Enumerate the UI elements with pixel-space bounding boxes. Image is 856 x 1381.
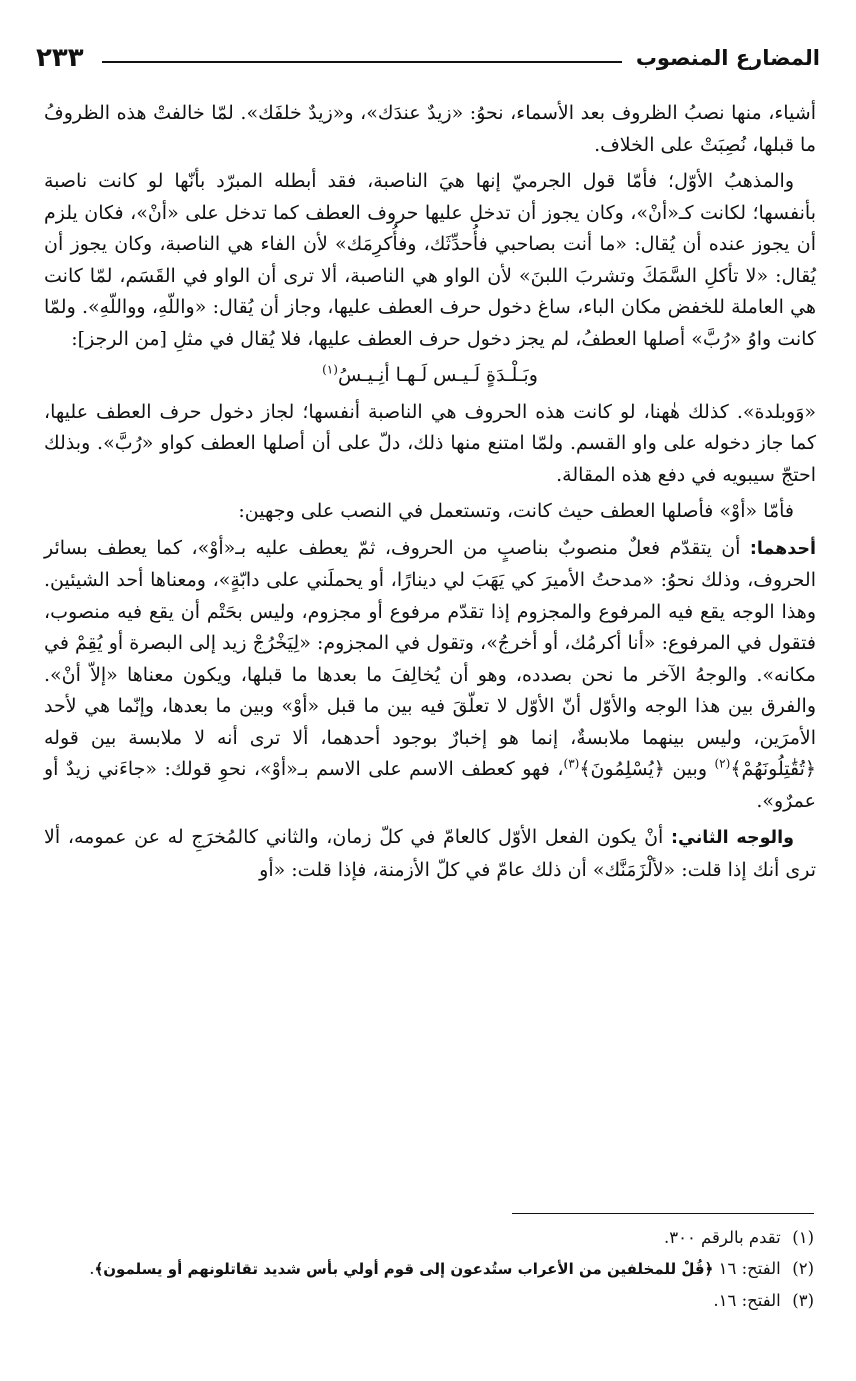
footnote-number: (٣) bbox=[792, 1291, 814, 1310]
running-header bbox=[36, 38, 820, 78]
paragraph bbox=[44, 822, 816, 886]
footnote-quote: ﴿قُلْ للمخلفين من الأعراب ستُدعون إلى قوم أولي بأس شديد تقاتلونهم أو يسلمون﴾ bbox=[94, 1260, 714, 1278]
footnote-text: الفتح: ١٦. bbox=[713, 1291, 781, 1310]
page-number: ٢٣٣ bbox=[36, 43, 84, 73]
footnotes bbox=[44, 1222, 814, 1316]
footnote bbox=[44, 1285, 814, 1316]
footnote-number: (١) bbox=[792, 1228, 814, 1247]
main-text bbox=[44, 98, 816, 891]
footnote-ref: (٣) bbox=[563, 756, 580, 771]
verse-text: وبَـلْـدَةٍ لَـيـس لَـهـا أنِـيـسُ bbox=[337, 364, 538, 386]
footnote-text: تقدم بالرقم ٣٠٠. bbox=[663, 1228, 781, 1247]
footnote-separator bbox=[512, 1213, 814, 1214]
paragraph-text: أنْ يكون الفعل الأوّل كالعامّ في كلّ زمان، والثاني كالمُخرَجِ له عن عمومه، ألا ترى أنك إذا قلت: «لألْزَمَنَّك» أن ذلك عامّ في كلّ الأزمنة، فإذا قلت: «أو bbox=[44, 826, 816, 881]
paragraph-text: وبين ﴿يُسْلِمُونَ﴾ bbox=[579, 758, 715, 780]
paragraph: «وَوبلدة». كذلك هٰهنا، لو كانت هذه الحروف هي الناصبة أنفسها؛ لجاز دخول حرف العطف عليها، كما جاز دخوله على واو القسم. ولمّا امتنع منها ذلك، دلّ على أن أصلها العطف كواو «رُبَّ». وبذلك احتجّ سيبويه في دفع هذه المقالة. bbox=[44, 400, 816, 486]
paragraph-text: أن يتقدّم فعلٌ منصوبٌ بناصبٍ من الحروف، ثمّ يعطف عليه بـ«أوْ»، كما يعطف بسائر الحروف، وذلك نحوُ: «مدحتُ الأميرَ كي يَهَبَ لي دينارًا، أو يحملَني على دابّةٍ»، ومعناها أحد الشيئين. وهذا الوجه يقع فيه المرفوع والمجزوم إذا تقدّم مرفوع أو مجزوم، وليس بحَتْم أن يقع فيه منصوب، فتقول في المرفوع: «أنا أكرمُك، أو أخرجُ»، وتقول في المجزوم: «لِيَخْرُجْ زيد إلى البصرة أو يُقِمْ في مكانه». والوجهُ الآخر ما نحن بصدده، وهو أن يُخالِفَ ما بعدها ما قبلها، ويكون معناها «إلاّ أنْ». والفرق بين هذا الوجه والأوّل أنّ الأوّل لا تعلّقَ فيه بين ما قبل «أوْ» وبين ما بعدها، وإنّما هي لأحد الأمرَين، وليس بينهما ملابسةٌ، إنما هو إخبارٌ بوجود أحدهما، ألا ترى أنه لا ملابسة بين قوله ﴿تُقَٰتِلُونَهُمْ﴾ bbox=[44, 536, 817, 780]
footnote bbox=[44, 1222, 814, 1253]
footnote bbox=[44, 1253, 814, 1285]
paragraph: أشياء، منها نصبُ الظروف بعد الأسماء، نحوُ: «زيدٌ عندَك»، و«زيدٌ خلفَك». لمّا خالفتْ هذه الظروفُ ما قبلها، نُصِبَتْ على الخلاف. bbox=[44, 102, 816, 156]
section-lead: والوجه الثاني: bbox=[671, 828, 794, 848]
footnote-text: الفتح: ١٦ bbox=[713, 1259, 781, 1278]
chapter-title: المضارع المنصوب bbox=[635, 46, 820, 70]
paragraph bbox=[44, 533, 816, 818]
footnote-number: (٢) bbox=[792, 1259, 814, 1278]
header-rule bbox=[102, 61, 622, 63]
paragraph-text: ، فهو كعطف الاسم على الاسم بـ«أوْ»، نحوِ قولك: «جاءَني زيدٌ أو عمرٌو». bbox=[44, 758, 816, 812]
footnote-ref: (٢) bbox=[714, 756, 731, 771]
footnote-tail: . bbox=[89, 1259, 95, 1278]
verse-line bbox=[44, 360, 816, 392]
paragraph: فأمّا «أوْ» فأصلها العطف حيث كانت، وتستعمل في النصب على وجهين: bbox=[238, 500, 794, 522]
section-lead: أحدهما: bbox=[749, 538, 816, 559]
paragraph: والمذهبُ الأوّل؛ فأمّا قول الجرميّ إنها هيَ الناصبة، فقد أبطله المبرّد بأنّها لو كانت ناصبة بأنفسها؛ لكانت كـ«أنْ»، وكان يجوز أن تدخل عليها حروف العطف كما تدخل على «أنْ»، فكان يلزم أن يجوز عنده أن يُقال: «ما أنت بصاحبي فأُحدِّثَك، وفأُكرِمَك» لأن الفاء هي الناصبة، وكان يجوز أن يُقال: «لا تأكلِ السَّمَكَ وتشربَ اللبنَ» لأن الواو هي الناصبة، ألا ترى أن الواو في القَسَم، لمّا كانت هي العاملة للخفض مكان الباء، ساغ دخول حرف العطف عليها، وجاز أن يُقال: «واللّهِ، وواللّهِ». ولمّا كانت واوُ «رُبَّ» أصلها العطفُ، لم يجز دخول حرف العطف عليها، فلا يُقال في مثلِ [من الرجز]: bbox=[44, 170, 816, 350]
footnote-ref: (١) bbox=[322, 362, 338, 377]
